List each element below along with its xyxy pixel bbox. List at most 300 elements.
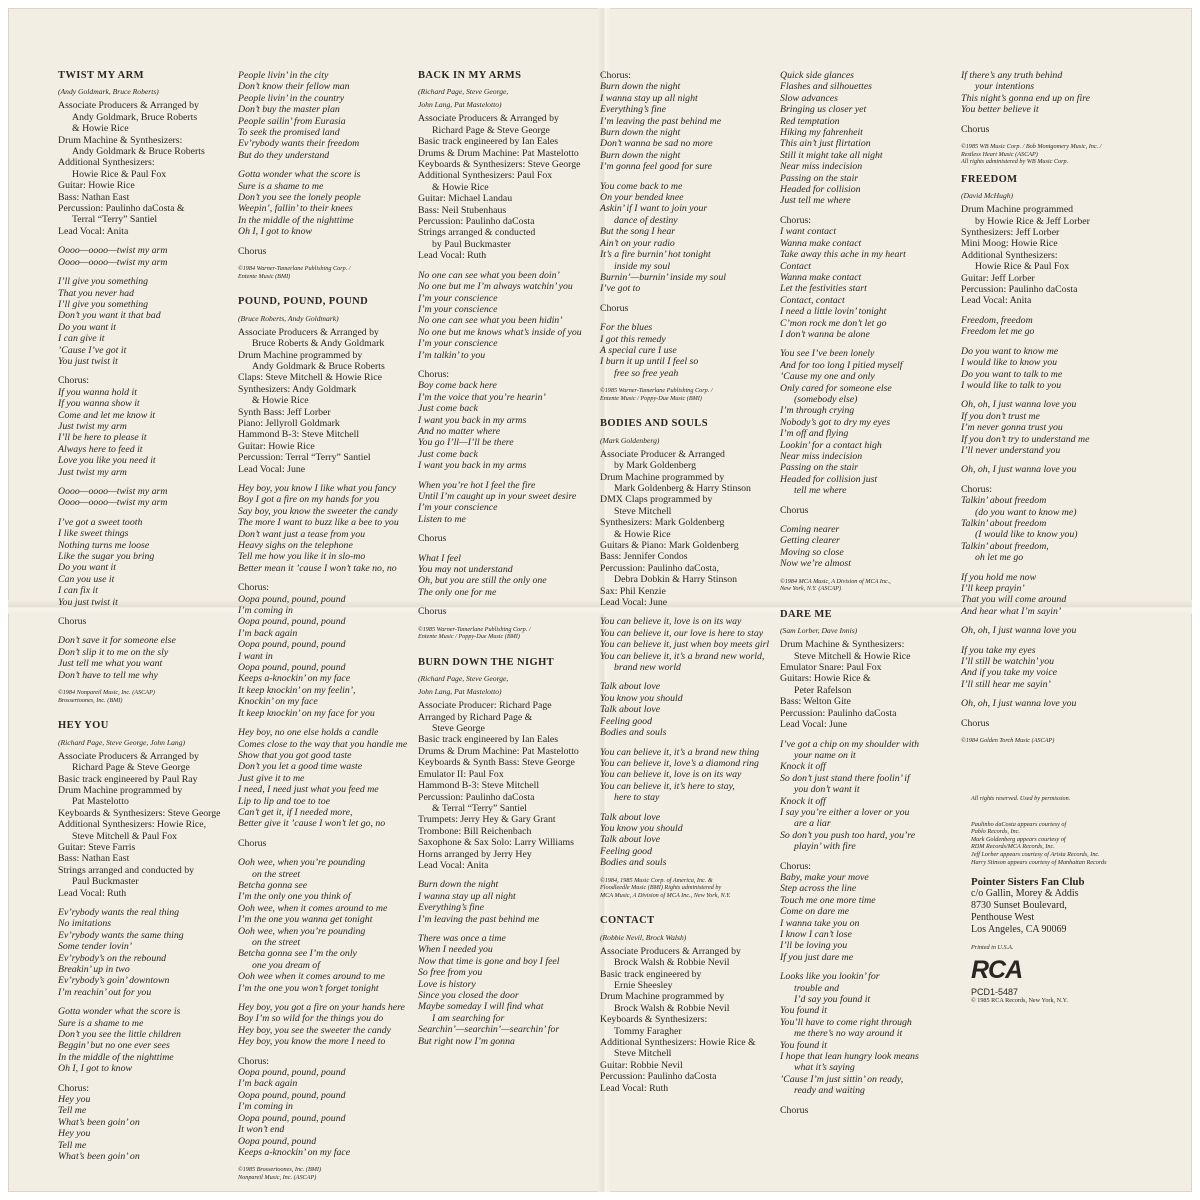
lyric-line: Ev’rybody’s on the rebound: [58, 952, 167, 964]
lyric-line: If you wanna show it: [58, 398, 140, 410]
lyric-line: You can believe it, love is on its way: [600, 616, 742, 628]
credit-line: Arranged by Richard Page &: [418, 711, 533, 723]
lyric-line: You can believe it, it’s a brand new thing: [600, 746, 760, 758]
lyric-line: I’ve got a chip on my shoulder with: [780, 738, 920, 750]
lyric-line: Oooo—oooo—twist my arm: [58, 497, 168, 509]
lyric-line: I’ll still be watchin’ you: [961, 656, 1055, 668]
song-title: DARE ME: [780, 608, 833, 620]
chorus-label: Chorus: [418, 533, 447, 545]
copyright-line: ©1984 Nonpareil Music, Inc. (ASCAP): [58, 689, 155, 697]
credit-line: by Paul Buckmaster: [432, 238, 511, 250]
lyric-line: Headed for collision just: [780, 473, 878, 485]
copyright-line: ©1985 WB Music Corp. / Bob Montgomery Music, Inc. /: [961, 143, 1102, 151]
lyric-line: A special cure I use: [600, 344, 677, 356]
lyric-line: When I needed you: [418, 944, 493, 956]
credit-line: Andy Goldmark & Bruce Roberts: [252, 360, 385, 372]
lyric-line: Looks like you lookin’ for: [780, 971, 880, 983]
lyric-line: Bodies and souls: [600, 857, 667, 869]
printed-in: Printed in U.S.A.: [971, 944, 1014, 952]
lyric-line: Beggin’ but no one ever sees: [58, 1040, 170, 1052]
lyric-line: Ooh wee, when you’re pounding: [238, 857, 366, 869]
lyric-line: Oh, oh, I just wanna love you: [961, 399, 1077, 411]
lyric-line: I’m off and flying: [780, 428, 849, 440]
lyric-line: I’ll be loving you: [780, 940, 848, 952]
lyric-line: Everything’s fine: [418, 902, 484, 914]
lyric-line: Wanna make contact: [780, 271, 862, 283]
lyric-line: On your bended knee: [600, 192, 684, 204]
lyric-line: I wanna stay up all night: [600, 92, 698, 104]
spacer: [780, 731, 952, 739]
spacer: [961, 637, 1121, 645]
record-copyright: © 1985 RCA Records, New York, N.Y.: [971, 996, 1068, 1004]
chorus-label: Chorus: [58, 616, 87, 628]
lyric-line: Searchin’—searchin’—searchin’ for: [418, 1024, 560, 1036]
lyric-line: Can you use it: [58, 573, 115, 585]
lyric-line: here to stay: [614, 792, 660, 804]
copyright-line: Entente Music / Poppy-Due Music (BMI): [600, 394, 702, 402]
courtesy-line: Jeff Lorber appears courtesy of Arista Records, Inc.: [971, 850, 1100, 858]
lyric-line: I can give it: [58, 333, 105, 345]
credit-line: Lead Vocal: Ruth: [58, 887, 127, 899]
lyric-line: Red temptation: [780, 115, 840, 127]
spacer: [418, 641, 590, 657]
spacer: [418, 618, 590, 626]
credit-line: Synthesizers: Jeff Lorber: [961, 227, 1060, 239]
spacer: [600, 314, 772, 322]
credit-line: Guitar: Steve Farris: [58, 841, 136, 853]
credit-line: Associate Producers & Arranged by: [418, 113, 559, 125]
spacer: [238, 257, 410, 265]
lyric-line: Oh I, I got to know: [238, 226, 313, 238]
lyric-line: You see I’ve been lonely: [780, 348, 875, 360]
credit-line: Lead Vocal: Anita: [961, 295, 1032, 307]
spacer: [58, 899, 230, 907]
lyric-line: Freedom, freedom: [961, 314, 1033, 326]
lyric-line: I wanna stay up all night: [418, 890, 516, 902]
column-2: [238, 70, 410, 1182]
lyric-line: I’ve got a sweet tooth: [58, 516, 143, 528]
spacer: [600, 739, 772, 747]
lyric-line: Near miss indecision: [780, 161, 863, 173]
lyric-line: one you dream of: [252, 959, 320, 971]
lyric-line: Passing on the stair: [780, 462, 859, 474]
credit-line: Saxophone & Sax Solo: Larry Williams: [418, 837, 574, 849]
lyric-line: Don’t you see the lonely people: [238, 192, 361, 204]
credit-line: Sax: Phil Kenzie: [600, 585, 666, 597]
fanaddr-line: Penthouse West: [971, 912, 1035, 924]
lyric-line: I’m coming in: [238, 1101, 293, 1113]
credit-line: Percussion: Paulinho daCosta: [418, 216, 535, 228]
lyric-line: Don’t have to tell me why: [58, 669, 158, 681]
spacer: [58, 367, 230, 375]
lyric-line: I’m gonna feel good for sure: [600, 161, 713, 173]
lyric-line: Contact, contact: [780, 294, 845, 306]
lyric-line: I hope that lean hungry look means: [780, 1051, 919, 1063]
credit-line: Hammond B-3: Steve Mitchell: [418, 780, 540, 792]
lyric-line: Slow advances: [780, 92, 838, 104]
lyric-line: Ooh wee, when it comes around to me: [238, 902, 388, 914]
credit-line: Lead Vocal: June: [238, 463, 306, 475]
lyric-line: Gotta wonder what the score is: [238, 169, 361, 181]
lyric-line: Oh, oh, I just wanna love you: [961, 625, 1077, 637]
lyric-line: Ooh wee when it comes around to me: [238, 971, 385, 983]
spacer: [418, 262, 590, 270]
chorus-label: Chorus:: [58, 375, 90, 387]
lyric-line: Burn down the night: [600, 127, 681, 139]
lyric-line: Bodies and souls: [600, 727, 667, 739]
credit-line: Terral “Terry” Santiel: [72, 214, 158, 226]
spacer: [238, 719, 410, 727]
lyric-line: Do you want it: [58, 562, 116, 574]
lyric-line: Hey boy, you got a fire on your hands here: [238, 1002, 405, 1014]
credit-line: Associate Producers & Arranged by: [600, 945, 741, 957]
lyric-line: If there’s any truth behind: [961, 70, 1063, 81]
column-3: [418, 70, 590, 1047]
song-title: BACK IN MY ARMS: [418, 70, 522, 81]
lyric-line: you don’t want it: [794, 784, 860, 796]
lyric-line: ’Cause I’m just sittin’ on ready,: [780, 1073, 904, 1085]
lyric-line: Talk about love: [600, 834, 661, 846]
credit-line: Bass: Neil Stubenhaus: [418, 204, 507, 216]
spacer: [600, 673, 772, 681]
credit-line: & Howie Rice: [252, 395, 309, 407]
credit-line: Associate Producers & Arranged by: [58, 750, 199, 762]
lyric-line: Still it might take all night: [780, 149, 883, 161]
lyric-line: Better give it ’cause I won’t let go, no: [238, 818, 386, 830]
spacer: [961, 338, 1121, 346]
lyric-line: You just twist it: [58, 596, 118, 608]
lyric-line: Listen to me: [418, 513, 466, 525]
lyric-line: Hey boy, you know the more I need to: [238, 1036, 386, 1048]
lyric-line: You found it: [780, 1039, 828, 1051]
spacer: [58, 681, 230, 689]
credit-line: Percussion: Paulinho daCosta: [961, 284, 1078, 296]
spacer: [600, 402, 772, 418]
chorus-label: Chorus:: [58, 1082, 90, 1094]
credit-line: Richard Page & Steve George: [72, 762, 190, 774]
lyric-line: Keeps a-knockin’ on my face: [238, 1146, 351, 1158]
lyric-line: Don’t slip it to me on the sly: [58, 646, 169, 658]
lyric-line: Oopa pound, pound, pound: [238, 639, 346, 651]
credit-line: Steve Mitchell & Paul Fox: [72, 830, 178, 842]
credit-line: Guitar: Michael Landau: [418, 193, 513, 205]
lyric-line: ready and waiting: [794, 1085, 865, 1097]
lyric-line: Boy come back here: [418, 380, 497, 392]
lyric-line: If you don’t try to understand me: [961, 433, 1090, 445]
spacer: [58, 998, 230, 1006]
lyric-line: on the street: [252, 868, 301, 880]
lyric-line: I got this remedy: [600, 333, 666, 345]
spacer: [961, 307, 1121, 315]
spacer: [780, 963, 952, 971]
lyric-line: Talkin’ about freedom,: [961, 540, 1049, 552]
lyric-line: I’m the one you wanna get tonight: [238, 914, 373, 926]
lyric-line: Say boy, you know the sweeter the candy: [238, 505, 398, 517]
lyric-line: Tell me how you like it in slo-mo: [238, 551, 366, 563]
credit-line: Drums & Drum Machine: Pat Mastelotto: [418, 147, 579, 159]
lyric-line: I’m your conscience: [418, 502, 498, 514]
lyric-line: Just twist my arm: [58, 420, 127, 432]
lyric-line: Maybe someday I will find what: [418, 1001, 544, 1013]
lyric-line: I’ve got to: [600, 283, 641, 295]
lyric-line: To seek the promised land: [238, 127, 340, 139]
lyric-line: dance of destiny: [614, 214, 678, 226]
copyright-line: Restless Heart Music (ASCAP): [961, 150, 1038, 158]
song-title: BURN DOWN THE NIGHT: [418, 656, 555, 668]
credit-line: Additional Synthesizers: Howie Rice &: [600, 1037, 756, 1048]
spacer: [961, 391, 1121, 399]
lyric-line: Ain’t on your radio: [600, 237, 675, 249]
spacer: [780, 207, 952, 215]
lyric-line: I’ll keep prayin’: [961, 583, 1025, 594]
lyric-line: Talkin’ about freedom: [961, 517, 1047, 529]
lyric-line: Nothing turns me loose: [58, 539, 150, 551]
lyric-line: Just come back: [418, 403, 478, 415]
credit-line: Emulator Snare: Paul Fox: [780, 662, 882, 674]
spacer: [780, 853, 952, 861]
column-1: [58, 70, 230, 1163]
credit-line: Lead Vocal: Ruth: [418, 250, 487, 262]
lyric-line: Don’t wanna be sad no more: [600, 138, 713, 150]
lyric-line: In the middle of the nighttime: [238, 214, 354, 226]
lyric-line: Heavy sighs on the telephone: [238, 540, 353, 551]
lyric-line: And hear what I’m sayin’: [961, 605, 1062, 617]
credit-line: Associate Producer: Richard Page: [418, 700, 552, 712]
spacer: [780, 516, 952, 524]
credit-line: Drums & Drum Machine: Pat Mastelotto: [418, 745, 579, 757]
lyric-line: Coming nearer: [780, 524, 840, 536]
credit-line: Steve Mitchell & Howie Rice: [794, 650, 911, 662]
lyric-line: I’m the one you won’t forget tonight: [238, 982, 379, 994]
lyric-line: You may not understand: [418, 564, 513, 576]
lyric-line: Oh, but you are still the only one: [418, 575, 547, 587]
spacer: [600, 173, 772, 181]
lyric-line: Hey boy, no one else holds a candle: [238, 727, 379, 739]
lyric-line: (I would like to know you): [975, 529, 1078, 541]
lyric-line: Knockin’ on my face: [238, 696, 318, 708]
spacer: [780, 570, 952, 578]
credit-line: Synth Bass: Jeff Lorber: [238, 406, 331, 418]
lyric-line: Just come back: [418, 448, 478, 460]
credit-line: Percussion: Terral “Terry” Santiel: [238, 452, 371, 464]
lyric-line: I’m leaving the past behind me: [600, 115, 722, 127]
fan-club-title: Pointer Sisters Fan Club: [971, 876, 1085, 889]
spacer: [961, 729, 1121, 737]
lyric-line: Don’t save it for someone else: [58, 635, 176, 647]
lyric-line: Knock it off: [780, 795, 826, 807]
spacer: [961, 690, 1121, 698]
lyric-line: Like the sugar you bring: [58, 551, 155, 563]
credit-line: Drum Machine programmed by: [238, 349, 363, 361]
lyric-line: You found it: [780, 1005, 828, 1017]
lyric-line: Don’t know their fellow man: [238, 81, 350, 93]
lyric-line: You know you should: [600, 822, 683, 834]
lyric-line: This ain’t just flirtation: [780, 138, 871, 150]
credit-line: Keyboards & Synthesizers:: [600, 1014, 708, 1026]
spacer: [58, 237, 230, 245]
lyric-line: This night’s gonna end up on fire: [961, 92, 1090, 104]
lyric-line: Ev’rybody wants the real thing: [58, 906, 179, 918]
spacer: [418, 598, 590, 606]
lyric-line: Oopa pound, pound: [238, 1135, 317, 1147]
spacer: [58, 268, 230, 276]
lyric-line: I’m your conscience: [418, 303, 498, 315]
credit-line: Brock Walsh & Robbie Nevil: [614, 957, 730, 969]
lyric-line: I can fix it: [58, 585, 98, 597]
lyric-line: No one but me I’m always watchin’ you: [418, 281, 573, 293]
lyric-line: Sure is a shame to me: [58, 1017, 144, 1029]
credit-line: Drum Machine programmed: [961, 204, 1074, 216]
lyric-line: But the song I hear: [600, 226, 676, 238]
lyric-line: Talk about love: [600, 681, 661, 693]
lyric-line: Burn down the night: [600, 81, 681, 93]
lyric-line: And for too long I pitied myself: [780, 359, 903, 371]
spacer: [238, 830, 410, 838]
lyric-line: I’m your conscience: [418, 338, 498, 350]
lyric-line: I burn it up until I feel so: [600, 356, 699, 368]
rca-logo: RCA: [971, 955, 1023, 984]
credit-line: Mark Goldenberg & Harry Stinson: [614, 482, 751, 494]
chorus-label: Chorus:: [961, 483, 993, 495]
lyric-line: I’m back again: [238, 627, 298, 639]
spacer: [58, 704, 230, 720]
lyric-line: Burnin’—burnin’ inside my soul: [600, 271, 726, 283]
lyric-line: The only one for me: [418, 586, 497, 598]
lyric-line: tell me where: [794, 485, 847, 497]
spacer: [600, 295, 772, 303]
credit-line: DMX Claps programmed by: [600, 494, 713, 506]
chorus-label: Chorus: [418, 606, 447, 618]
spacer: [58, 478, 230, 486]
spacer: [961, 617, 1121, 625]
copyright-line: ©1985 Warner-Tamerlane Publishing Corp. /: [418, 625, 531, 633]
lyric-line: I want you back in my arms: [418, 414, 527, 426]
lyric-line: Boy I’m so wild for the things you do: [238, 1013, 384, 1025]
credit-line: Associate Producer & Arranged: [600, 448, 725, 460]
lyric-line: Can’t get it, if I needed more,: [238, 806, 353, 818]
spacer: [600, 899, 772, 915]
spacer: [961, 135, 1121, 143]
lyric-line: ’Cause my one and only: [780, 371, 875, 383]
spacer: [58, 1075, 230, 1083]
lyric-line: Let the festivities start: [780, 283, 867, 295]
chorus-label: Chorus: [238, 837, 267, 849]
spacer: [238, 1158, 410, 1166]
lyric-line: oh let me go: [975, 552, 1024, 564]
credit-line: Richard Page & Steve George: [432, 124, 550, 136]
credit-line: Keyboards & Synthesizers: Steve George: [58, 807, 221, 819]
credit-line: Associate Producers & Arranged by: [58, 100, 199, 112]
credit-line: Synthesizers: Mark Goldenberg: [600, 517, 725, 529]
lyric-line: I am searching for: [432, 1012, 505, 1024]
spacer: [780, 340, 952, 348]
lyric-line: Contact: [780, 260, 812, 272]
lyric-line: Show that you got good taste: [238, 749, 352, 761]
spacer: [238, 849, 410, 857]
credit-line: Drum Machine & Synthesizers:: [780, 639, 905, 651]
credit-line: Mini Moog: Howie Rice: [961, 238, 1058, 250]
lyric-line: There was once a time: [418, 932, 506, 944]
lyric-line: Always here to feed it: [58, 443, 143, 455]
lyric-line: I’m reachin’ out for you: [58, 986, 152, 998]
lyric-line: Ev’rybody wants the same thing: [58, 929, 184, 941]
copyright-line: Floodleedle Music (BMI) Rights administered by: [600, 884, 722, 892]
copyright-line: ©1984, 1985 Music Corp. of America, Inc. &: [600, 876, 713, 884]
credit-line: Trombone: Bill Reichenbach: [418, 825, 532, 837]
credit-line: Additional Synthesizers:: [58, 157, 155, 169]
copyright-line: MCA Music, A Division of MCA Inc., New York, N.Y.: [600, 891, 731, 899]
lyric-line: No one can see what you been hidin’: [418, 315, 563, 327]
credit-line: Horns arranged by Jerry Hey: [418, 848, 532, 860]
credit-line: Keyboards & Synth Bass: Steve George: [418, 757, 575, 769]
lyric-line: Burn down the night: [600, 149, 681, 161]
writer-credit: John Lang, Pat Mastelotto): [418, 687, 502, 697]
spacer: [238, 574, 410, 582]
credit-line: Percussion: Paulinho daCosta &: [58, 203, 185, 215]
credit-line: Drum Machine & Synthesizers:: [58, 134, 183, 146]
credit-line: Bruce Roberts & Andy Goldmark: [252, 338, 385, 350]
lyric-line: Wanna make contact: [780, 237, 862, 249]
writer-credit: (Bruce Roberts, Andy Goldmark): [238, 313, 339, 323]
lyric-line: I’m leaving the past behind me: [418, 913, 540, 925]
credit-line: Peter Rafelson: [794, 684, 852, 696]
lyric-line: inside my soul: [614, 260, 671, 272]
credit-line: & Terral “Terry” Santiel: [432, 802, 528, 814]
lyric-line: Breakin’ up in two: [58, 964, 130, 975]
writer-credit: (Richard Page, Steve George,: [418, 674, 509, 684]
lyric-line: Since you closed the door: [418, 990, 519, 1001]
credit-line: Lead Vocal: June: [600, 597, 668, 609]
lyric-line: But right now I’m gonna: [418, 1035, 515, 1047]
lyric-line: Until I’m caught up in your sweet desire: [418, 491, 577, 502]
lyric-line: Hey you: [58, 1128, 91, 1140]
song-title: FREEDOM: [961, 173, 1018, 185]
credit-line: Percussion: Paulinho daCosta: [780, 707, 897, 719]
chorus-label: Chorus: [961, 123, 990, 135]
credit-line: Pat Mastelotto: [72, 796, 129, 808]
spacer: [600, 379, 772, 387]
song-title: CONTACT: [600, 915, 655, 927]
lyric-line: Don’t want just a tease from you: [238, 528, 365, 540]
lyric-line: People sailin’ from Eurasia: [238, 115, 346, 127]
lyric-line: Love is history: [418, 978, 476, 990]
lyric-line: I say you’re either a lover or you: [780, 806, 910, 818]
credit-line: Lead Vocal: Ruth: [600, 1082, 669, 1094]
courtesy-line: RDM Records/MCA Records, Inc.: [971, 843, 1055, 851]
lyric-line: Do you want it: [58, 321, 116, 333]
lyric-line: I need a little lovin’ tonight: [780, 306, 887, 318]
credit-line: Emulator II: Paul Fox: [418, 768, 504, 780]
lyric-line: Oooo—oooo—twist my arm: [58, 256, 168, 268]
lyric-line: Hey boy, you see the sweeter the candy: [238, 1024, 391, 1036]
lyric-line: People livin’ in the country: [238, 92, 345, 104]
lyric-line: Talkin’ about freedom: [961, 495, 1047, 507]
chorus-label: Chorus: [780, 504, 809, 516]
credit-line: Ernie Sheesley: [614, 979, 673, 991]
lyric-line: Askin’ if I want to join your: [600, 203, 708, 215]
lyric-line: brand new world: [614, 662, 681, 674]
credit-line: Guitar: Robbie Nevil: [600, 1059, 683, 1071]
credit-line: & Howie Rice: [72, 123, 129, 135]
credit-line: by Howie Rice & Jeff Lorber: [975, 215, 1090, 227]
copyright-line: ©1984 Golden Torch Music (ASCAP): [961, 737, 1055, 745]
credit-line: Lead Vocal: Anita: [58, 225, 129, 237]
credit-line: Drum Machine programmed by: [58, 784, 183, 796]
credit-line: Bass: Nathan East: [58, 191, 130, 203]
credit-line: Lead Vocal: June: [780, 719, 848, 731]
credit-line: Trumpets: Jerry Hey & Gary Grant: [418, 814, 556, 826]
lyric-line: You can believe it, love is on its way: [600, 769, 742, 781]
